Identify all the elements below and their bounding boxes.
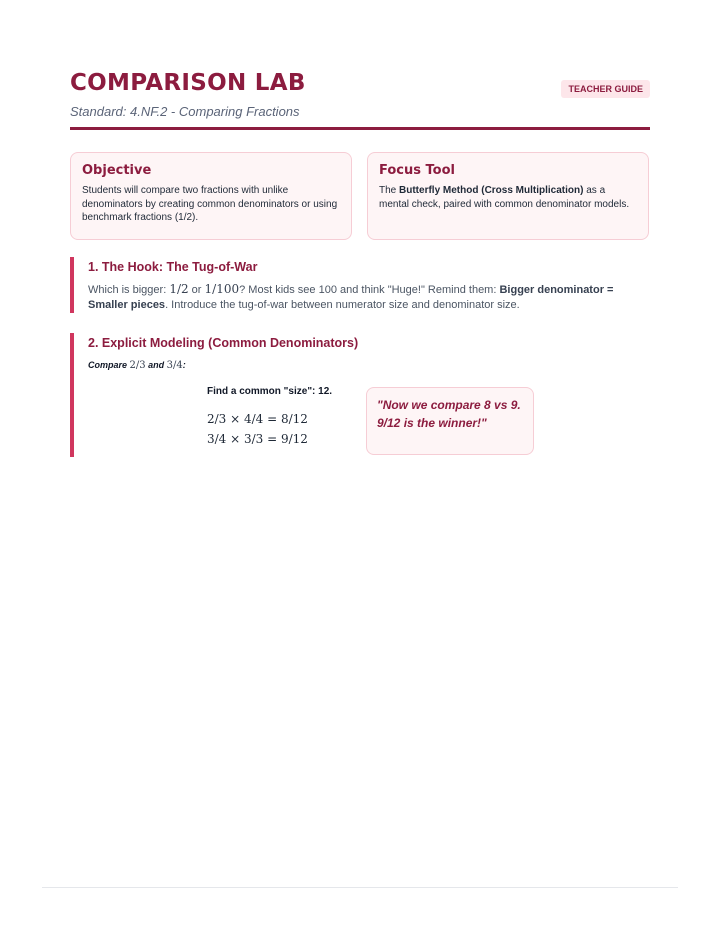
page-header <box>70 70 650 132</box>
modeling-steps <box>207 386 332 449</box>
objective-card <box>70 152 352 240</box>
hook-heading: 1. The Hook: The Tug-of-War <box>88 260 258 274</box>
hook-section <box>70 257 650 313</box>
hook-text: Which is bigger: 1/2 or 1/100? Most kids see 100 and think "Huge!" Remind them: Bigger denominator = Smaller pieces. Introduce the tug-of-war between numerator size and denominator size. <box>88 282 614 311</box>
fraction-one-hundredth: 1/100 <box>204 282 240 296</box>
teacher-guide-badge: TEACHER GUIDE <box>561 80 650 98</box>
equation-two-thirds: 2/3 × 4/4 = 8/12 <box>207 412 308 426</box>
teacher-quote: "Now we compare 8 vs 9. 9/12 is the winner!" <box>377 398 521 430</box>
common-size-lead: Find a common "size": 12. <box>207 386 333 397</box>
focus-tool-body: The Butterfly Method (Cross Multiplication) as a mental check, paired with common denominator models. <box>379 185 630 210</box>
info-cards <box>70 152 650 236</box>
teacher-quote-box <box>366 387 534 455</box>
hook-key-rule: Bigger denominator = Smaller pieces <box>88 284 614 311</box>
objective-body: Students will compare two fractions with unlike denominators by creating common denominators or using benchmark fractions (1/2). <box>82 185 338 223</box>
fraction-two-thirds: 2/3 <box>129 360 146 371</box>
fraction-one-half: 1/2 <box>169 282 189 296</box>
focus-tool-method: Butterfly Method (Cross Multiplication) <box>399 185 584 196</box>
page-title: COMPARISON LAB <box>70 70 306 96</box>
header-divider <box>70 127 650 130</box>
focus-tool-card <box>367 152 649 240</box>
fraction-three-fourths: 3/4 <box>166 360 183 371</box>
footer-divider <box>42 887 678 888</box>
modeling-heading: 2. Explicit Modeling (Common Denominators) <box>88 336 359 350</box>
standard-subtitle: Standard: 4.NF.2 - Comparing Fractions <box>70 104 300 119</box>
compare-prompt: Compare 2/3 and 3/4: <box>88 360 186 371</box>
modeling-section <box>70 333 650 457</box>
objective-title: Objective <box>82 163 152 178</box>
equation-three-fourths: 3/4 × 3/3 = 9/12 <box>207 432 308 446</box>
focus-tool-title: Focus Tool <box>379 163 455 178</box>
